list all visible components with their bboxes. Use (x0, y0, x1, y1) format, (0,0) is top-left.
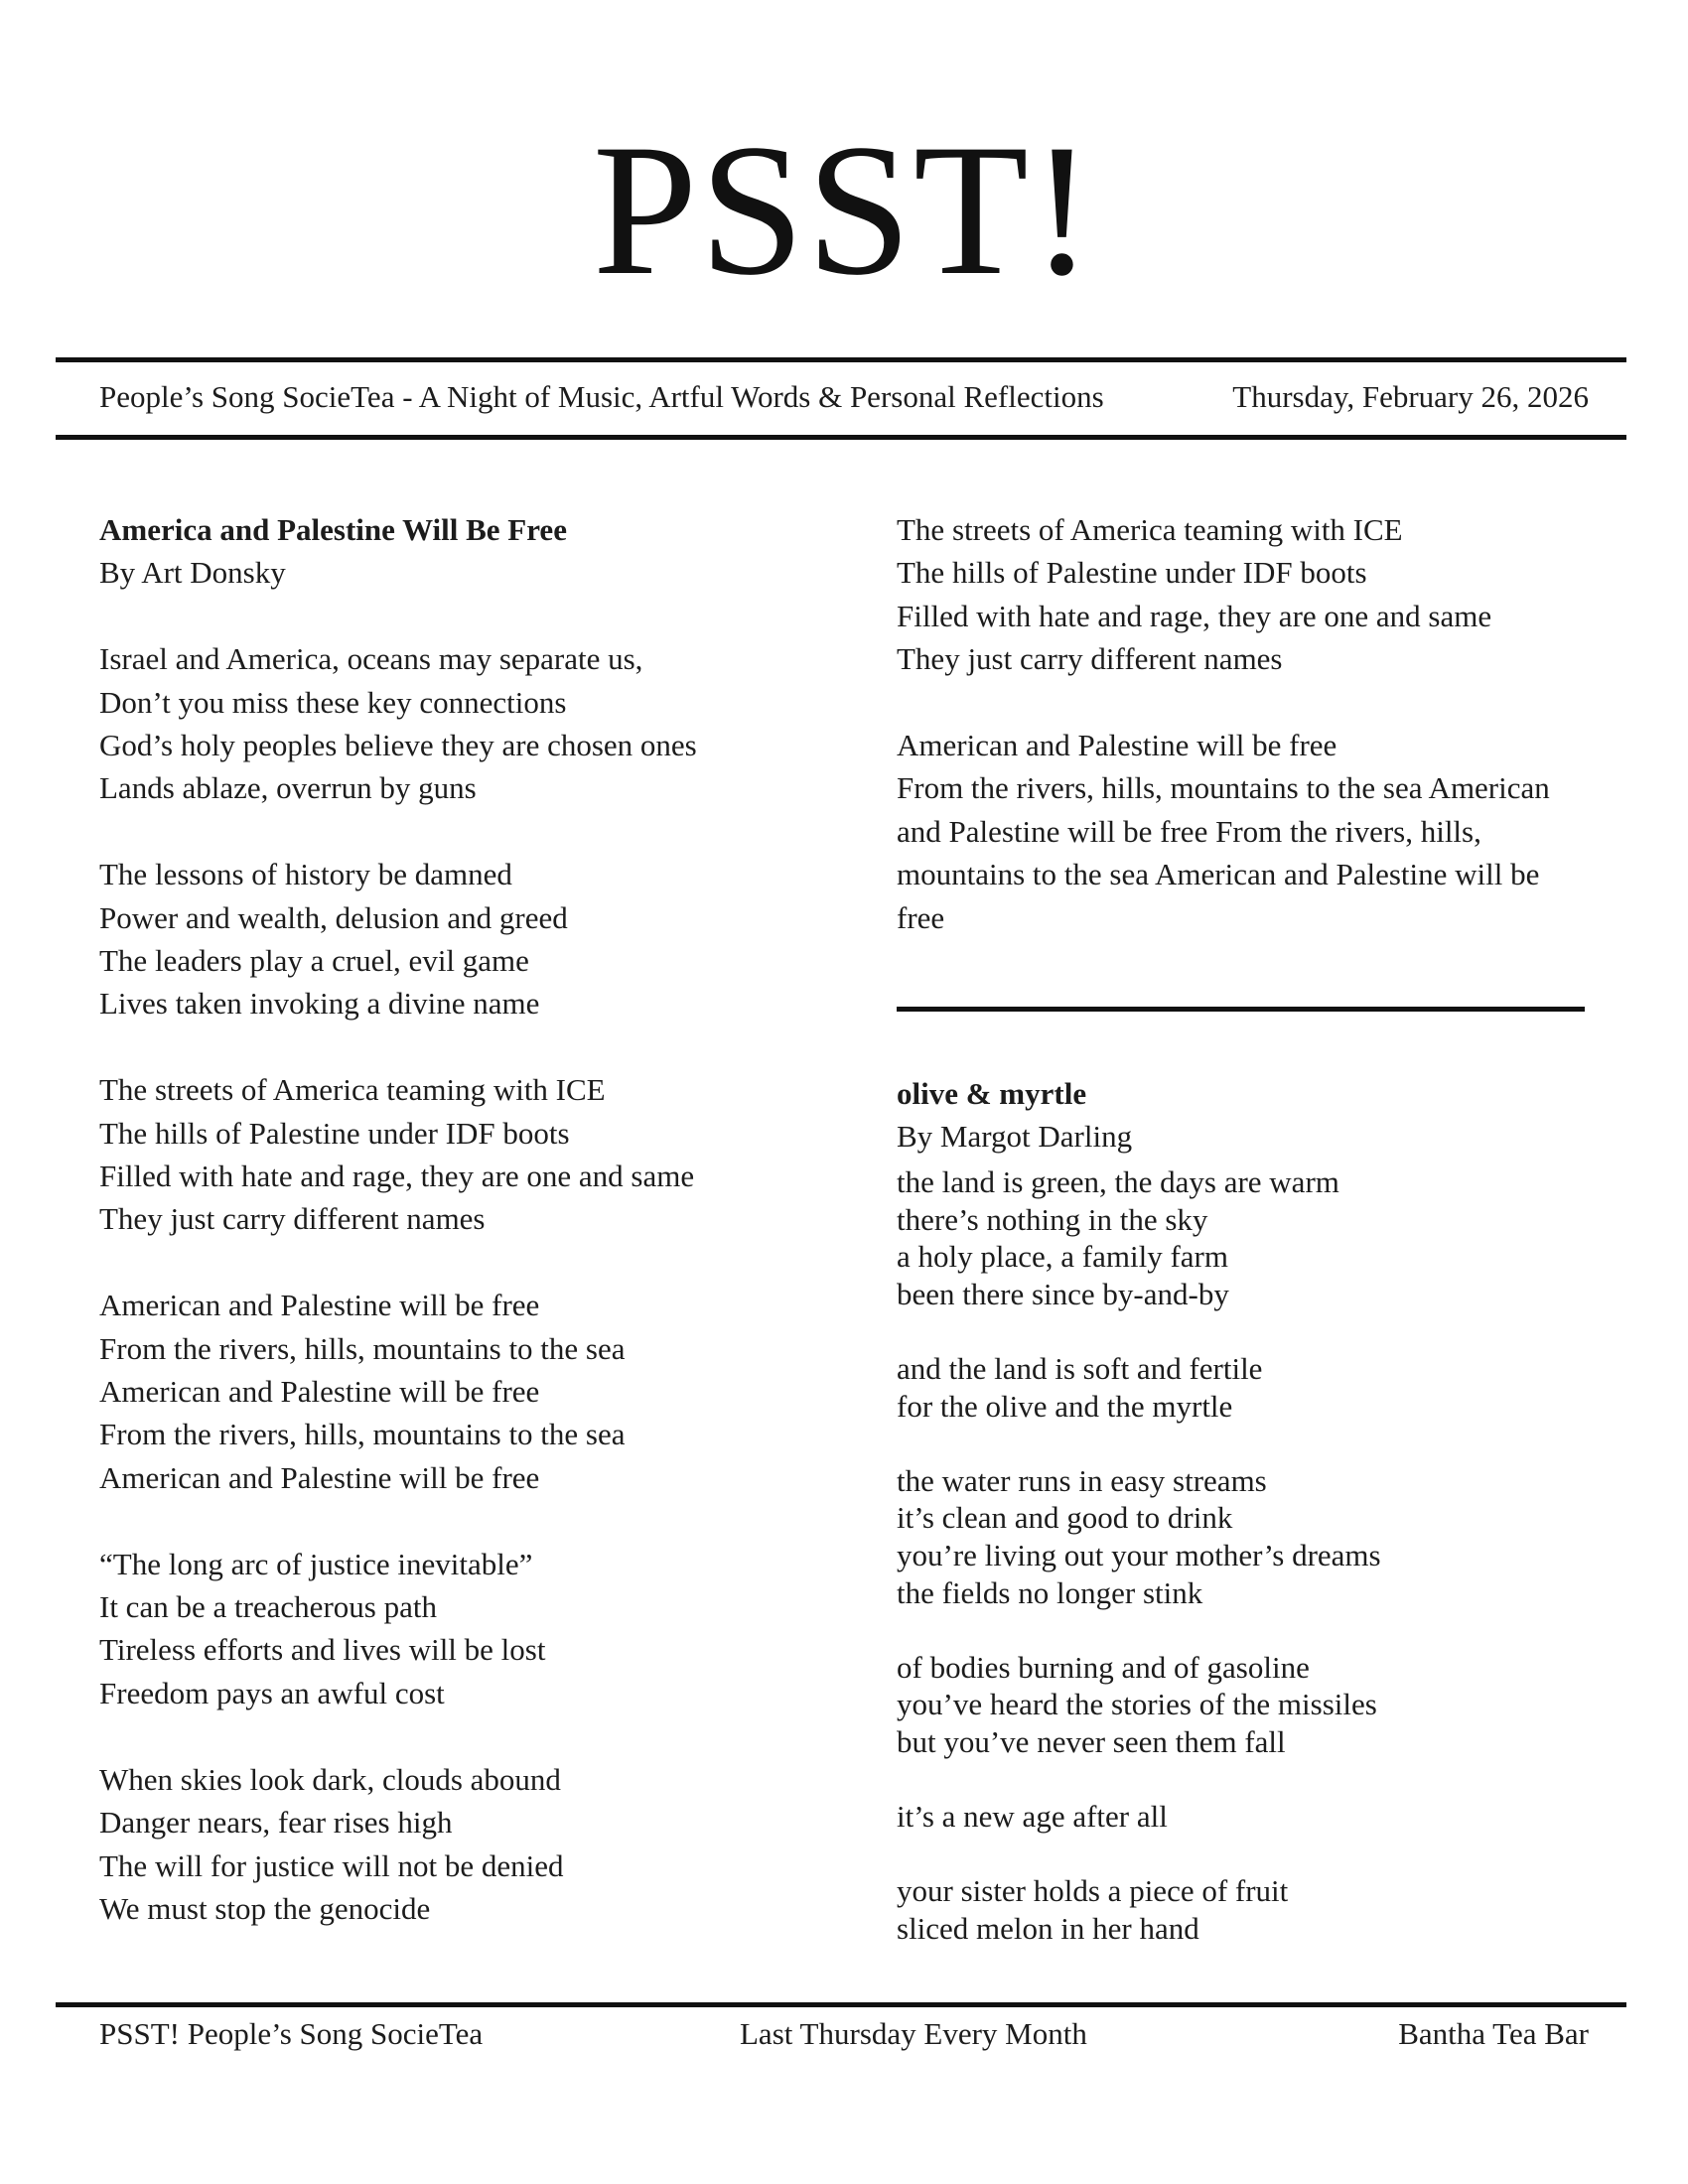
subheader-bar (99, 375, 1589, 419)
poem-stanza (99, 1284, 854, 1499)
poem-line: American and Palestine will be free (99, 1288, 540, 1323)
event-description: People’s Song SocieTea - A Night of Music, Artful Words & Personal Reflections (99, 379, 1104, 414)
poem-stanza (99, 1068, 854, 1241)
poem-line: been there since by-and-by (897, 1276, 1229, 1311)
poem-line: Freedom pays an awful cost (99, 1675, 445, 1710)
poem-line: Israel and America, oceans may separate us, (99, 641, 643, 677)
poem-line: American and Palestine will be free (99, 1459, 540, 1495)
poem-line: American and Palestine will be free (897, 728, 1337, 763)
poem-line: Lives taken invoking a divine name (99, 986, 540, 1022)
footer-rule (56, 2002, 1626, 2007)
poem-line: American and Palestine will be free (99, 1374, 540, 1410)
poem-stanza (99, 1543, 854, 1715)
poem-line: The streets of America teaming with ICE (897, 512, 1403, 547)
poem-stanza (99, 637, 854, 810)
header-top-rule (56, 357, 1626, 362)
poem-line: The streets of America teaming with ICE (99, 1072, 606, 1108)
poem-line: Filled with hate and rage, they are one and same (99, 1159, 695, 1194)
poem-line: Power and wealth, delusion and greed (99, 899, 568, 935)
poem-stanza (897, 1350, 1592, 1425)
poem2-column (897, 1072, 1592, 1947)
poem-line: sliced melon in her hand (897, 1910, 1199, 1946)
poem-line: “The long arc of justice inevitable” (99, 1546, 533, 1581)
poem-line: but you’ve never seen them fall (897, 1723, 1286, 1759)
poem-title: olive & myrtle (897, 1076, 1087, 1111)
poem-line: Don’t you miss these key connections (99, 684, 567, 720)
poem-line: you’re living out your mother’s dreams (897, 1537, 1381, 1572)
poem-line: When skies look dark, clouds abound (99, 1761, 561, 1797)
poem-stanza (99, 1758, 854, 1931)
poem-line: The leaders play a cruel, evil game (99, 943, 529, 979)
poem-title: America and Palestine Will Be Free (99, 512, 567, 547)
footer-center: Last Thursday Every Month (740, 2016, 1087, 2051)
poem-line: you’ve heard the stories of the missiles (897, 1687, 1377, 1722)
poem-line: The will for justice will not be denied (99, 1847, 564, 1883)
header-bottom-rule (56, 435, 1626, 440)
footer-left: PSST! People’s Song SocieTea (99, 2016, 484, 2051)
poem-stanza (897, 1462, 1592, 1611)
poem-line: Lands ablaze, overrun by guns (99, 770, 477, 806)
poem-line: From the rivers, hills, mountains to the sea (99, 1330, 626, 1366)
footer-bar (99, 2012, 1589, 2056)
poem-line: the land is green, the days are warm (897, 1164, 1339, 1199)
poem-line: your sister holds a piece of fruit (897, 1873, 1289, 1909)
poem-line: there’s nothing in the sky (897, 1201, 1208, 1237)
poem-line: and the land is soft and fertile (897, 1350, 1263, 1386)
masthead-title: PSST! (592, 106, 1096, 315)
poem-line: We must stop the genocide (99, 1890, 431, 1926)
poem-line: It can be a treacherous path (99, 1589, 437, 1625)
section-divider (897, 1007, 1585, 1012)
poem1-continued-column (897, 508, 1592, 939)
poem-line: the water runs in easy streams (897, 1462, 1267, 1498)
poem-stanza (897, 724, 1592, 939)
poem-line: God’s holy peoples believe they are chosen ones (99, 728, 697, 763)
poem-stanza (897, 1163, 1592, 1312)
poem-line: The hills of Palestine under IDF boots (99, 1115, 570, 1151)
poem-stanza (99, 853, 854, 1025)
poem-stanza (897, 1649, 1592, 1761)
poem-line: for the olive and the myrtle (897, 1388, 1233, 1424)
poem-line: The lessons of history be damned (99, 857, 512, 892)
poem-paragraph: From the rivers, hills, mountains to the sea American and Palestine will be free From the rivers, hills, mountains to the sea American and Palestine will be free (897, 770, 1550, 935)
footer-right: Bantha Tea Bar (1398, 2016, 1589, 2051)
event-date: Thursday, February 26, 2026 (1232, 379, 1589, 414)
poem-stanza (897, 1798, 1592, 1836)
poem-line: The hills of Palestine under IDF boots (897, 555, 1367, 591)
poem-line: From the rivers, hills, mountains to the sea (99, 1417, 626, 1452)
poem1-column (99, 508, 854, 1930)
poem-line: a holy place, a family farm (897, 1239, 1228, 1275)
poem-line: of bodies burning and of gasoline (897, 1649, 1310, 1685)
poem-line: the fields no longer stink (897, 1574, 1203, 1610)
poem-byline: By Art Donsky (99, 555, 286, 591)
poem-line: Danger nears, fear rises high (99, 1805, 453, 1841)
poem-line: They just carry different names (99, 1201, 486, 1237)
poem-line: Tireless efforts and lives will be lost (99, 1632, 546, 1668)
poem-line: it’s clean and good to drink (897, 1500, 1233, 1536)
poem-stanza (897, 1872, 1592, 1947)
poem-line: Filled with hate and rage, they are one and same (897, 598, 1492, 633)
poem-line: it’s a new age after all (897, 1799, 1168, 1835)
poem-line: They just carry different names (897, 641, 1283, 677)
poem-byline: By Margot Darling (897, 1119, 1133, 1154)
